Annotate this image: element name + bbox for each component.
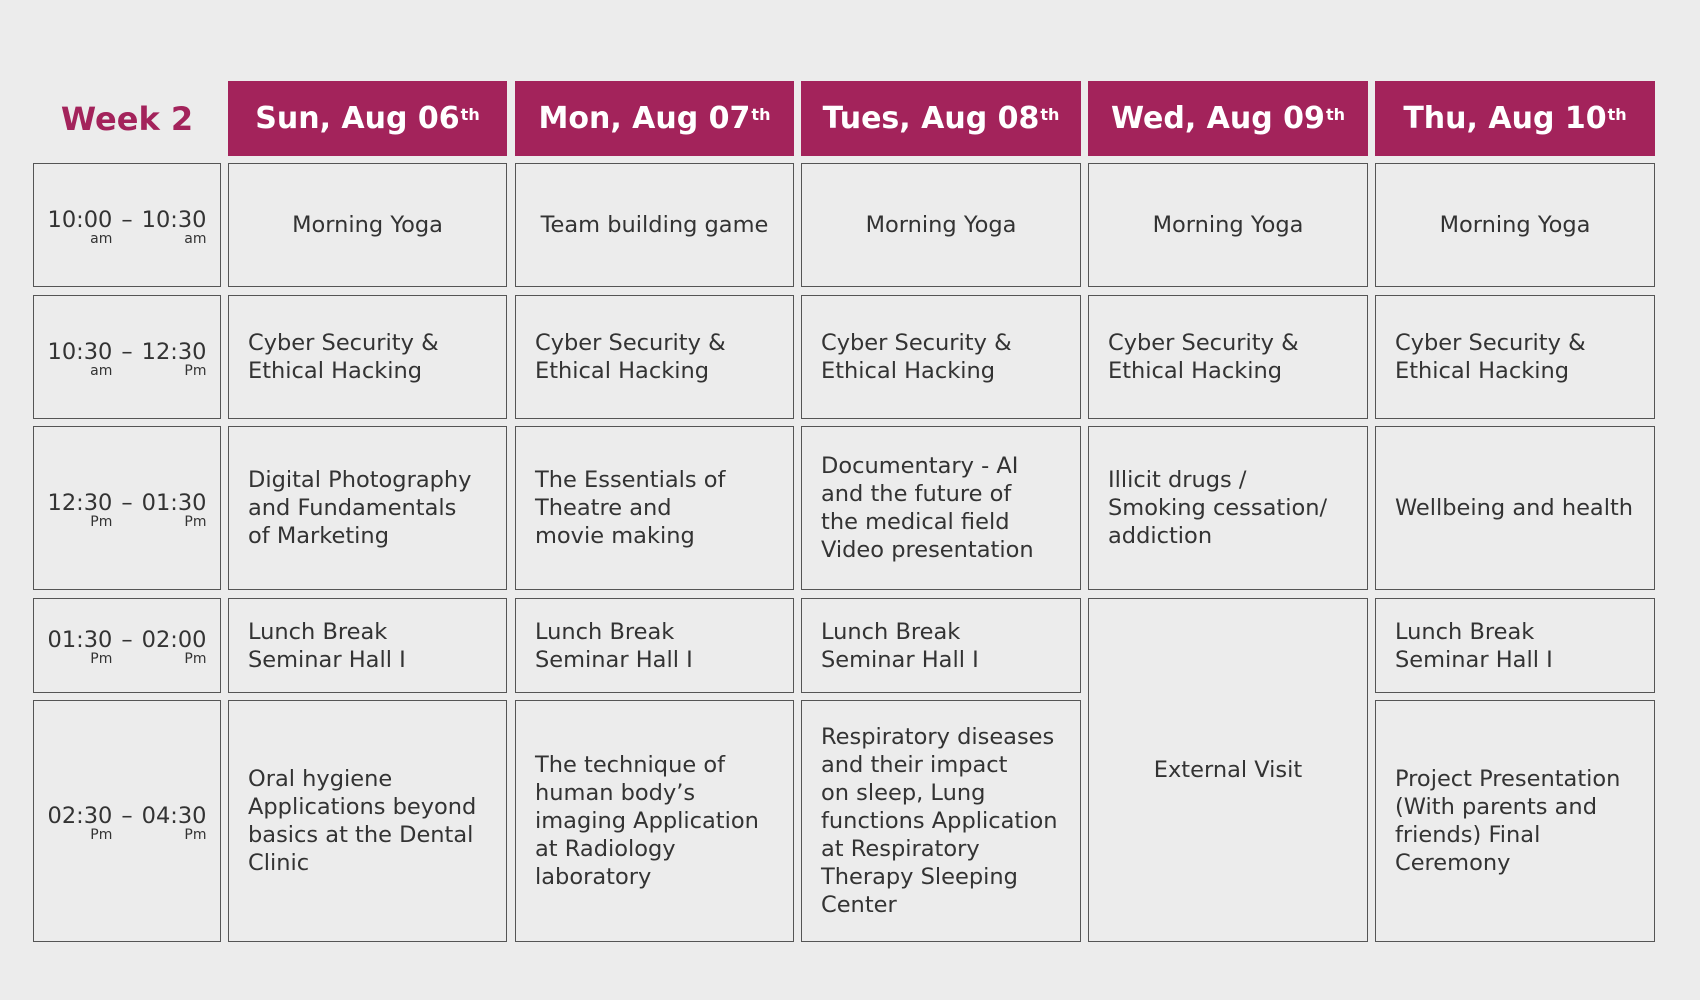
session-cell-sun [228, 426, 507, 590]
day-header-sun [228, 81, 507, 156]
time-start-period: Pm [90, 826, 113, 843]
time-separator: – [121, 627, 133, 653]
time-slot-cell [33, 163, 221, 287]
session-cell-mon [515, 700, 794, 942]
time-end-period: am [184, 230, 207, 247]
time-end: 04:30 [141, 802, 207, 829]
session-title: Lunch Break Seminar Hall I [535, 618, 693, 673]
session-title: Illicit drugs / Smoking cessation/ addiction [1108, 467, 1328, 549]
session-cell-mon [515, 426, 794, 590]
session-cell-thu [1375, 598, 1655, 693]
day-header-thu [1375, 81, 1655, 156]
time-separator: – [121, 206, 133, 233]
session-cell-sun [228, 295, 507, 419]
session-cell-wed [1088, 295, 1368, 419]
session-title: Cyber Security & Ethical Hacking [535, 330, 726, 384]
session-title: Morning Yoga [292, 212, 443, 238]
session-title: Morning Yoga [1439, 212, 1591, 238]
session-title: Oral hygiene Applications beyond basics at the Dental Clinic [248, 766, 477, 876]
session-title: Digital Photography and Fundamentals of Marketing [248, 467, 472, 549]
session-title: Morning Yoga [865, 212, 1017, 238]
time-end: 10:30 [141, 206, 207, 233]
session-title: Documentary - AI and the future of the medical field Video presentation [821, 453, 1034, 563]
time-end-period: Pm [184, 513, 207, 530]
session-title: Lunch Break Seminar Hall I [248, 618, 406, 673]
day-header-label: Wed, Aug 09 [1111, 101, 1325, 136]
session-title: Cyber Security & Ethical Hacking [1395, 330, 1586, 384]
day-header-suffix: th [751, 105, 771, 124]
session-title: External Visit [1153, 757, 1303, 783]
session-cell-wed [1088, 598, 1368, 942]
time-separator: – [121, 489, 133, 516]
session-title: The Essentials of Theatre and movie making [535, 467, 726, 549]
session-title: Cyber Security & Ethical Hacking [821, 330, 1012, 384]
day-header-tue [801, 81, 1081, 156]
week-label: Week 2 [60, 99, 194, 138]
day-header-suffix: th [1040, 105, 1060, 124]
session-cell-thu [1375, 426, 1655, 590]
session-title: Project Presentation (With parents and friends) Final Ceremony [1395, 766, 1621, 876]
time-start: 10:00 [47, 206, 113, 233]
day-header-label: Sun, Aug 06 [255, 101, 460, 136]
session-cell-tue [801, 426, 1081, 590]
day-header-suffix: th [460, 105, 480, 124]
session-title: Lunch Break Seminar Hall I [1395, 618, 1553, 673]
time-end-period: Pm [184, 826, 207, 843]
session-title: Wellbeing and health [1395, 495, 1634, 521]
day-header-mon [515, 81, 794, 156]
time-end: 12:30 [141, 338, 207, 365]
time-start: 12:30 [47, 489, 113, 516]
session-title: Team building game [540, 212, 769, 238]
time-end-period: Pm [184, 362, 207, 379]
session-cell-mon [515, 163, 794, 287]
day-header-label: Mon, Aug 07 [538, 101, 751, 136]
time-start: 02:30 [47, 802, 113, 829]
session-title: Morning Yoga [1152, 212, 1304, 238]
time-start-period: Pm [90, 651, 113, 667]
time-slot-cell [33, 598, 221, 693]
day-header-wed [1088, 81, 1368, 156]
session-cell-mon [515, 598, 794, 693]
time-end: 02:00 [141, 627, 207, 653]
session-cell-sun [228, 700, 507, 942]
session-cell-tue [801, 700, 1081, 942]
session-title: Respiratory diseases and their impact on sleep, Lung functions Application at Respiratory Therapy Sleeping Center [821, 724, 1058, 918]
session-cell-tue [801, 163, 1081, 287]
time-separator: – [121, 338, 133, 365]
session-cell-sun [228, 598, 507, 693]
session-title: Cyber Security & Ethical Hacking [248, 330, 439, 384]
time-separator: – [121, 802, 133, 829]
session-cell-thu [1375, 700, 1655, 942]
time-slot-cell [33, 295, 221, 419]
time-start: 01:30 [47, 627, 113, 653]
day-header-label: Tues, Aug 08 [822, 101, 1040, 136]
session-cell-thu [1375, 163, 1655, 287]
session-title: Lunch Break Seminar Hall I [821, 618, 979, 673]
session-cell-tue [801, 598, 1081, 693]
session-title: Cyber Security & Ethical Hacking [1108, 330, 1299, 384]
day-header-suffix: th [1325, 105, 1345, 124]
time-start-period: am [90, 230, 113, 247]
session-title: The technique of human body’s imaging Application at Radiology laboratory [535, 752, 759, 890]
time-end-period: Pm [184, 651, 207, 667]
day-header-label: Thu, Aug 10 [1403, 101, 1607, 136]
session-cell-tue [801, 295, 1081, 419]
time-start-period: am [90, 362, 113, 379]
session-cell-sun [228, 163, 507, 287]
time-start: 10:30 [47, 338, 113, 365]
time-end: 01:30 [141, 489, 207, 516]
session-cell-mon [515, 295, 794, 419]
session-cell-wed [1088, 163, 1368, 287]
time-slot-cell [33, 700, 221, 942]
time-start-period: Pm [90, 513, 113, 530]
day-header-suffix: th [1607, 105, 1627, 124]
session-cell-wed [1088, 426, 1368, 590]
time-slot-cell [33, 426, 221, 590]
session-cell-thu [1375, 295, 1655, 419]
